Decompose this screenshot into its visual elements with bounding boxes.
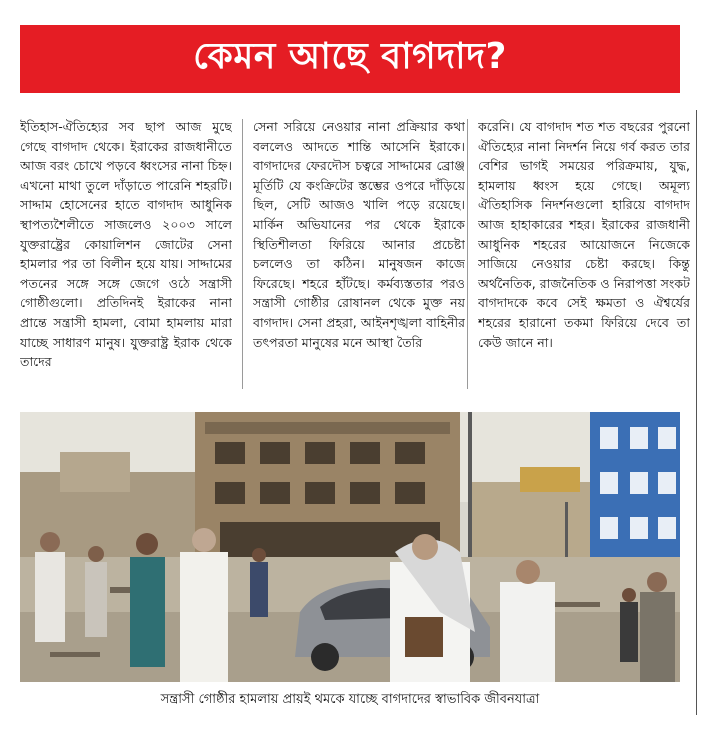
article-column-1: ইতিহাস-ঐতিহ্যের সব ছাপ আজ মুছে গেছে বাগদাদ থেকে। ইরাকের রাজধানীতে আজ বরং চোখে পড়বে ধ্বংসের নানা চিহ্ন। এখনো মাথা তুলে দাঁড়াতে পারেনি শহরটি। সাদ্দাম হোসেনের হাতে বাগদাদ আধুনিক স্থাপত্যশৈলীতে সাজলেও ২০০৩ সালে যুক্তরাষ্ট্রের কোয়ালিশন জোটের সেনা হামলার পর তা বিলীন হয়ে যায়। সাদ্দামের পতনের সঙ্গে সঙ্গে জেগে ওঠে সন্ত্রাসী গোষ্ঠীগুলো। প্রতিদিনই ইরাকের নানা প্রান্তে সন্ত্রাসী হামলা, বোমা হামলায় মারা যাচ্ছে সাধারণ মানুষ। যুক্তরাষ্ট্র ইরাক থেকে তাদের <box>20 119 232 370</box>
article-column-3: করেনি। যে বাগদাদ শত শত বছরের পুরনো ঐতিহ্যের নানা নিদর্শন নিয়ে গর্ব করত তার বেশির ভাগই সময়ের পরিক্রমায়, যুদ্ধ, হামলায় ধ্বংস হয়ে গেছে। অমূল্য ঐতিহাসিক নিদর্শনগুলো হারিয়ে বাগদাদ আজ হাহাকারের শহর। ইরাকের রাজধানী আধুনিক শহরের আয়োজনে নিজেকে সাজিয়ে নেওয়ার চেষ্টা করছে। কিন্তু অর্থনৈতিক, রাজনৈতিক ও নিরাপত্তা সংকট বাগদাদকে কবে সেই ক্ষমতা ও ঐশ্বর্যের শহরের হারানো তকমা ফিরিয়ে দেবে তা কেউ জানে না। <box>478 119 690 350</box>
headline: কেমন আছে বাগদাদ? <box>193 36 507 77</box>
article-body <box>20 117 690 397</box>
headline-banner <box>20 25 680 93</box>
bombing-scene-image <box>20 412 680 682</box>
column-divider <box>242 119 243 389</box>
photo-caption: সন্ত্রাসী গোষ্ঠীর হামলায় প্রায়ই থমকে যাচ্ছে বাগদাদের স্বাভাবিক জীবনযাত্রা <box>160 692 540 707</box>
news-photo <box>20 412 680 682</box>
column-divider <box>467 119 468 389</box>
page-edge-rule <box>696 110 697 715</box>
article-column-2: সেনা সরিয়ে নেওয়ার নানা প্রক্রিয়ার কথা বললেও আদতে শান্তি আসেনি ইরাকে। বাগদাদের ফেরদৌস চত্বরে সাদ্দামের ব্রোঞ্জ মূর্তিটি যে কংক্রিটের স্তম্ভের ওপরে দাঁড়িয়ে ছিল, সেটি আজও খালি পড়ে রয়েছে। মার্কিন অভিযানের পর থেকে ইরাকে স্থিতিশীলতা ফিরিয়ে আনার প্রচেষ্টা চললেও তা কঠিন। মানুষজন কাজে ফিরেছে। শহরে হাঁটছে। কর্মব্যস্ততার পরও সন্ত্রাসী গোষ্ঠীর রোষানল থেকে মুক্ত নয় বাগদাদ। সেনা প্রহরা, আইনশৃঙ্খলা বাহিনীর তৎপরতা মানুষের মনে আস্থা তৈরি <box>253 119 465 350</box>
